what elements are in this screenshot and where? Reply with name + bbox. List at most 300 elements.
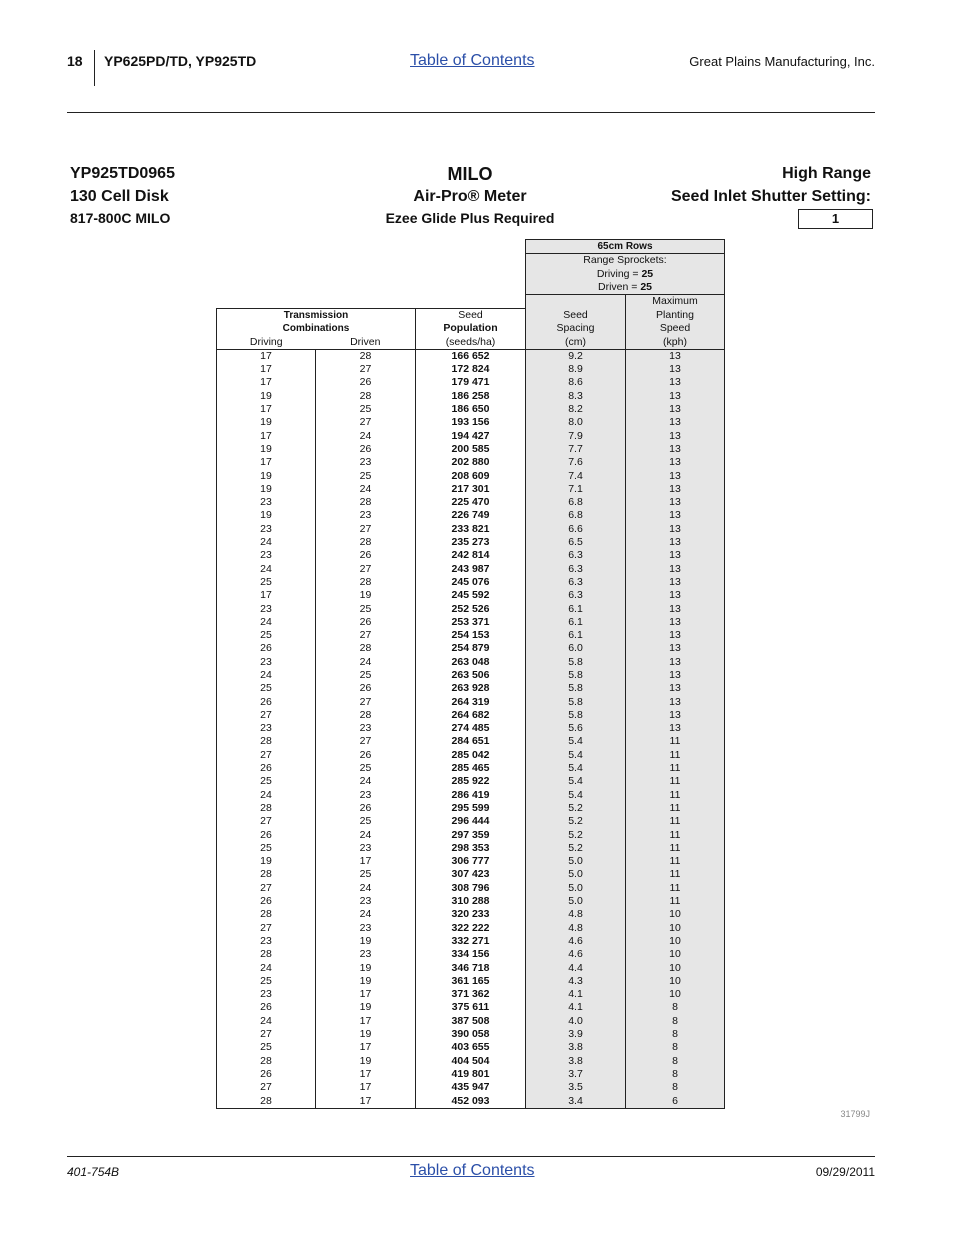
population-cell: 286 419 bbox=[416, 789, 526, 802]
driven-cell: 28 bbox=[316, 536, 416, 549]
population-cell: 375 611 bbox=[416, 1001, 526, 1014]
table-row bbox=[217, 735, 725, 748]
table-row bbox=[217, 682, 725, 695]
population-cell: 263 928 bbox=[416, 682, 526, 695]
range-sprockets bbox=[526, 254, 725, 268]
speed-cell: 11 bbox=[626, 855, 725, 868]
driven-cell: 28 bbox=[316, 576, 416, 589]
driven-cell: 23 bbox=[316, 948, 416, 961]
driving-cell: 17 bbox=[217, 430, 316, 443]
population-cell: 264 682 bbox=[416, 709, 526, 722]
population-cell: 307 423 bbox=[416, 868, 526, 881]
spacing-cell: 7.1 bbox=[526, 483, 626, 496]
driving-cell: 19 bbox=[217, 470, 316, 483]
driven-cell: 26 bbox=[316, 443, 416, 456]
table-row bbox=[217, 483, 725, 496]
speed-cell: 10 bbox=[626, 988, 725, 1001]
spacing-cell: 3.8 bbox=[526, 1055, 626, 1068]
population-cell: 285 465 bbox=[416, 762, 526, 775]
spacing-cell: 6.0 bbox=[526, 642, 626, 655]
population-cell: 295 599 bbox=[416, 802, 526, 815]
pop-unit-header: (seeds/ha) bbox=[416, 336, 526, 350]
driven-cell: 23 bbox=[316, 842, 416, 855]
driving-cell: 28 bbox=[217, 735, 316, 748]
population-cell: 403 655 bbox=[416, 1041, 526, 1054]
spacing-cell: 5.4 bbox=[526, 789, 626, 802]
driving-cell: 28 bbox=[217, 908, 316, 921]
driving-cell: 27 bbox=[217, 1028, 316, 1041]
driven-cell: 25 bbox=[316, 470, 416, 483]
population-cell: 166 652 bbox=[416, 349, 526, 363]
seeding-rate-table bbox=[216, 239, 725, 1109]
driven-cell: 25 bbox=[316, 815, 416, 828]
toc-link-header[interactable]: Table of Contents bbox=[410, 52, 535, 69]
driven-cell: 27 bbox=[316, 629, 416, 642]
table-row bbox=[217, 669, 725, 682]
driven-cell: 28 bbox=[316, 349, 416, 363]
range-sprockets-label: Range Sprockets: bbox=[583, 254, 667, 267]
table-row bbox=[217, 775, 725, 788]
table-row bbox=[217, 1041, 725, 1054]
population-cell: 334 156 bbox=[416, 948, 526, 961]
speed-cell: 8 bbox=[626, 1041, 725, 1054]
driving-cell: 27 bbox=[217, 922, 316, 935]
population-cell: 186 650 bbox=[416, 403, 526, 416]
driving-cell: 28 bbox=[217, 1055, 316, 1068]
driving-cell: 23 bbox=[217, 603, 316, 616]
population-cell: 252 526 bbox=[416, 603, 526, 616]
driven-cell: 17 bbox=[316, 1068, 416, 1081]
spacing-cell: 5.0 bbox=[526, 868, 626, 881]
driven-col-header: Driven bbox=[316, 336, 416, 350]
shutter-label: Seed Inlet Shutter Setting: bbox=[670, 188, 871, 205]
population-cell: 274 485 bbox=[416, 722, 526, 735]
table-row bbox=[217, 922, 725, 935]
population-cell: 193 156 bbox=[416, 416, 526, 429]
footer-rule bbox=[67, 1156, 875, 1157]
driven-cell: 23 bbox=[316, 789, 416, 802]
driving-cell: 19 bbox=[217, 855, 316, 868]
spacing-cell: 5.4 bbox=[526, 735, 626, 748]
spacing-cell: 5.6 bbox=[526, 722, 626, 735]
driven-cell: 26 bbox=[316, 549, 416, 562]
table-row bbox=[217, 829, 725, 842]
population-cell: 285 042 bbox=[416, 749, 526, 762]
spacing-cell: 6.3 bbox=[526, 576, 626, 589]
driving-cell: 25 bbox=[217, 629, 316, 642]
speed-cell: 13 bbox=[626, 483, 725, 496]
population-cell: 452 093 bbox=[416, 1095, 526, 1109]
driven-cell: 23 bbox=[316, 895, 416, 908]
speed-cell: 10 bbox=[626, 962, 725, 975]
driven-cell: 17 bbox=[316, 1015, 416, 1028]
speed-unit-header: (kph) bbox=[626, 336, 725, 350]
population-cell: 419 801 bbox=[416, 1068, 526, 1081]
driving-cell: 24 bbox=[217, 536, 316, 549]
speed-cell: 13 bbox=[626, 496, 725, 509]
spacing-cell: 4.8 bbox=[526, 922, 626, 935]
table-row bbox=[217, 376, 725, 389]
spacing-unit-header: (cm) bbox=[526, 336, 626, 350]
population-cell: 263 506 bbox=[416, 669, 526, 682]
spacing-cell: 8.2 bbox=[526, 403, 626, 416]
spacing-cell: 9.2 bbox=[526, 349, 626, 363]
spacing-cell: 5.2 bbox=[526, 815, 626, 828]
table-row bbox=[217, 349, 725, 363]
requirement-note: Ezee Glide Plus Required bbox=[385, 210, 555, 226]
population-cell: 245 076 bbox=[416, 576, 526, 589]
driven-cell: 24 bbox=[316, 775, 416, 788]
population-cell: 186 258 bbox=[416, 390, 526, 403]
spacing-cell: 6.5 bbox=[526, 536, 626, 549]
driven-cell: 19 bbox=[316, 1028, 416, 1041]
population-cell: 332 271 bbox=[416, 935, 526, 948]
driven-cell: 19 bbox=[316, 935, 416, 948]
population-cell: 404 504 bbox=[416, 1055, 526, 1068]
spacing-cell: 5.2 bbox=[526, 802, 626, 815]
driven-cell: 24 bbox=[316, 430, 416, 443]
speed-cell: 11 bbox=[626, 842, 725, 855]
driven-cell: 24 bbox=[316, 656, 416, 669]
driving-cell: 19 bbox=[217, 509, 316, 522]
population-cell: 320 233 bbox=[416, 908, 526, 921]
population-cell: 235 273 bbox=[416, 536, 526, 549]
driven-cell: 27 bbox=[316, 735, 416, 748]
rows-header: 65cm Rows bbox=[526, 240, 725, 254]
driven-cell: 25 bbox=[316, 868, 416, 881]
driving-sprocket bbox=[526, 268, 725, 281]
population-cell: 242 814 bbox=[416, 549, 526, 562]
driven-cell: 17 bbox=[316, 1095, 416, 1109]
driven-cell: 25 bbox=[316, 403, 416, 416]
table-row bbox=[217, 855, 725, 868]
driving-cell: 27 bbox=[217, 709, 316, 722]
driven-cell: 26 bbox=[316, 749, 416, 762]
table-row bbox=[217, 456, 725, 469]
shutter-value-box: 1 bbox=[798, 209, 873, 229]
population-cell: 285 922 bbox=[416, 775, 526, 788]
table-row bbox=[217, 988, 725, 1001]
table-row bbox=[217, 523, 725, 536]
driving-cell: 28 bbox=[217, 868, 316, 881]
driven-cell: 24 bbox=[316, 483, 416, 496]
population-cell: 172 824 bbox=[416, 363, 526, 376]
driving-cell: 26 bbox=[217, 762, 316, 775]
table-row bbox=[217, 908, 725, 921]
table-row bbox=[217, 363, 725, 376]
speed-cell: 11 bbox=[626, 789, 725, 802]
doc-number: 401-754B bbox=[67, 1165, 120, 1179]
speed-cell: 13 bbox=[626, 363, 725, 376]
speed-cell: 13 bbox=[626, 616, 725, 629]
table-row bbox=[217, 509, 725, 522]
table-row bbox=[217, 470, 725, 483]
speed-cell: 13 bbox=[626, 376, 725, 389]
driving-cell: 24 bbox=[217, 669, 316, 682]
table-row bbox=[217, 1081, 725, 1094]
spacing-cell: 8.6 bbox=[526, 376, 626, 389]
speed-cell: 13 bbox=[626, 696, 725, 709]
speed-cell: 13 bbox=[626, 430, 725, 443]
driven-cell: 26 bbox=[316, 682, 416, 695]
table-row bbox=[217, 1095, 725, 1109]
table-row bbox=[217, 416, 725, 429]
driven-cell: 17 bbox=[316, 1081, 416, 1094]
speed-cell: 13 bbox=[626, 523, 725, 536]
driven-cell: 27 bbox=[316, 563, 416, 576]
population-cell: 254 879 bbox=[416, 642, 526, 655]
speed-cell: 13 bbox=[626, 722, 725, 735]
speed-cell: 8 bbox=[626, 1015, 725, 1028]
speed-cell: 13 bbox=[626, 642, 725, 655]
driven-cell: 23 bbox=[316, 456, 416, 469]
toc-link-footer[interactable]: Table of Contents bbox=[410, 1162, 535, 1179]
population-cell: 194 427 bbox=[416, 430, 526, 443]
driving-cell: 26 bbox=[217, 642, 316, 655]
header-model: YP625PD/TD, YP925TD bbox=[104, 53, 257, 69]
driven-cell: 28 bbox=[316, 390, 416, 403]
population-cell: 387 508 bbox=[416, 1015, 526, 1028]
speed-cell: 10 bbox=[626, 935, 725, 948]
population-header: Population bbox=[416, 322, 526, 335]
population-cell: 233 821 bbox=[416, 523, 526, 536]
population-cell: 264 319 bbox=[416, 696, 526, 709]
driving-cell: 24 bbox=[217, 1015, 316, 1028]
table-row bbox=[217, 762, 725, 775]
spacing-cell: 4.6 bbox=[526, 935, 626, 948]
spacing-cell: 3.7 bbox=[526, 1068, 626, 1081]
speed-cell: 13 bbox=[626, 443, 725, 456]
driving-cell: 24 bbox=[217, 789, 316, 802]
driven-sprocket-value: 25 bbox=[640, 280, 652, 293]
spacing-cell: 6.3 bbox=[526, 589, 626, 602]
spacing-cell: 5.4 bbox=[526, 762, 626, 775]
disk-part: 817-800C MILO bbox=[70, 210, 171, 226]
table-row bbox=[217, 616, 725, 629]
crop-title: MILO bbox=[447, 164, 493, 184]
speed-header: Speed bbox=[626, 322, 725, 335]
speed-cell: 13 bbox=[626, 349, 725, 363]
table-row bbox=[217, 536, 725, 549]
population-cell: 225 470 bbox=[416, 496, 526, 509]
driven-cell: 27 bbox=[316, 696, 416, 709]
population-cell: 308 796 bbox=[416, 882, 526, 895]
speed-cell: 13 bbox=[626, 536, 725, 549]
header-rule bbox=[67, 112, 875, 113]
spacing-cell: 5.4 bbox=[526, 775, 626, 788]
speed-cell: 11 bbox=[626, 868, 725, 881]
driving-cell: 24 bbox=[217, 563, 316, 576]
range-title: High Range bbox=[782, 165, 871, 182]
speed-cell: 11 bbox=[626, 735, 725, 748]
driven-cell: 23 bbox=[316, 722, 416, 735]
planting-header: Planting bbox=[626, 308, 725, 322]
driven-cell: 26 bbox=[316, 376, 416, 389]
table-row bbox=[217, 1068, 725, 1081]
driving-sprocket-value: 25 bbox=[641, 267, 654, 280]
driven-cell: 19 bbox=[316, 975, 416, 988]
table-row bbox=[217, 403, 725, 416]
table-row bbox=[217, 935, 725, 948]
spacing-cell: 7.6 bbox=[526, 456, 626, 469]
driving-cell: 23 bbox=[217, 988, 316, 1001]
population-cell: 245 592 bbox=[416, 589, 526, 602]
driven-cell: 19 bbox=[316, 962, 416, 975]
population-cell: 217 301 bbox=[416, 483, 526, 496]
driving-cell: 26 bbox=[217, 829, 316, 842]
driving-cell: 25 bbox=[217, 775, 316, 788]
spacing-cell: 5.8 bbox=[526, 696, 626, 709]
spacing-cell: 5.8 bbox=[526, 709, 626, 722]
speed-cell: 8 bbox=[626, 1028, 725, 1041]
population-cell: 243 987 bbox=[416, 563, 526, 576]
spacing-cell: 8.3 bbox=[526, 390, 626, 403]
speed-cell: 13 bbox=[626, 390, 725, 403]
driven-cell: 19 bbox=[316, 1001, 416, 1014]
driven-cell: 28 bbox=[316, 496, 416, 509]
population-cell: 296 444 bbox=[416, 815, 526, 828]
driving-cell: 25 bbox=[217, 576, 316, 589]
driving-cell: 28 bbox=[217, 802, 316, 815]
speed-cell: 10 bbox=[626, 975, 725, 988]
spacing-cell: 6.6 bbox=[526, 523, 626, 536]
driving-cell: 19 bbox=[217, 443, 316, 456]
spacing-cell: 5.2 bbox=[526, 829, 626, 842]
population-cell: 179 471 bbox=[416, 376, 526, 389]
table-row bbox=[217, 1028, 725, 1041]
driving-cell: 17 bbox=[217, 363, 316, 376]
speed-cell: 8 bbox=[626, 1055, 725, 1068]
driven-cell: 26 bbox=[316, 802, 416, 815]
driving-cell: 26 bbox=[217, 696, 316, 709]
driven-cell: 17 bbox=[316, 855, 416, 868]
spacing-cell: 6.1 bbox=[526, 616, 626, 629]
spacing-cell: 8.0 bbox=[526, 416, 626, 429]
driving-cell: 25 bbox=[217, 682, 316, 695]
table-row bbox=[217, 882, 725, 895]
population-cell: 284 651 bbox=[416, 735, 526, 748]
driven-cell: 23 bbox=[316, 509, 416, 522]
population-cell: 361 165 bbox=[416, 975, 526, 988]
population-cell: 208 609 bbox=[416, 470, 526, 483]
driven-cell: 17 bbox=[316, 1041, 416, 1054]
driving-cell: 23 bbox=[217, 496, 316, 509]
driving-cell: 25 bbox=[217, 842, 316, 855]
speed-cell: 13 bbox=[626, 629, 725, 642]
driven-cell: 25 bbox=[316, 603, 416, 616]
population-cell: 371 362 bbox=[416, 988, 526, 1001]
table-row bbox=[217, 722, 725, 735]
table-row bbox=[217, 656, 725, 669]
spacing-cell: 5.8 bbox=[526, 669, 626, 682]
table-row bbox=[217, 496, 725, 509]
driven-cell: 26 bbox=[316, 616, 416, 629]
speed-cell: 13 bbox=[626, 603, 725, 616]
spacing-cell: 5.2 bbox=[526, 842, 626, 855]
table-row bbox=[217, 430, 725, 443]
speed-cell: 13 bbox=[626, 576, 725, 589]
figure-id: 31799J bbox=[840, 1109, 870, 1119]
spacing-cell: 5.0 bbox=[526, 855, 626, 868]
spacing-cell: 6.8 bbox=[526, 509, 626, 522]
speed-cell: 11 bbox=[626, 802, 725, 815]
driven-cell: 17 bbox=[316, 988, 416, 1001]
table-row bbox=[217, 1001, 725, 1014]
speed-cell: 8 bbox=[626, 1081, 725, 1094]
driven-cell: 19 bbox=[316, 1055, 416, 1068]
page-number: 18 bbox=[67, 53, 83, 69]
driving-cell: 28 bbox=[217, 948, 316, 961]
spacing-cell: 5.4 bbox=[526, 749, 626, 762]
driven-cell: 25 bbox=[316, 669, 416, 682]
population-cell: 322 222 bbox=[416, 922, 526, 935]
driving-sprocket-label: Driving = bbox=[596, 267, 642, 280]
spacing-cell: 7.7 bbox=[526, 443, 626, 456]
speed-cell: 10 bbox=[626, 908, 725, 921]
spacing-cell: 7.9 bbox=[526, 430, 626, 443]
speed-cell: 11 bbox=[626, 762, 725, 775]
driving-cell: 28 bbox=[217, 1095, 316, 1109]
population-cell: 390 058 bbox=[416, 1028, 526, 1041]
spacing-cell: 8.9 bbox=[526, 363, 626, 376]
driving-col-header: Driving bbox=[217, 336, 316, 350]
driving-cell: 17 bbox=[217, 376, 316, 389]
table-row bbox=[217, 842, 725, 855]
table-row bbox=[217, 576, 725, 589]
population-cell: 306 777 bbox=[416, 855, 526, 868]
driven-cell: 28 bbox=[316, 642, 416, 655]
spacing-cell: 6.1 bbox=[526, 603, 626, 616]
table-row bbox=[217, 603, 725, 616]
driving-cell: 17 bbox=[217, 589, 316, 602]
spacing-cell: 4.4 bbox=[526, 962, 626, 975]
driving-cell: 19 bbox=[217, 416, 316, 429]
spacing-cell: 5.8 bbox=[526, 682, 626, 695]
population-cell: 226 749 bbox=[416, 509, 526, 522]
speed-cell: 11 bbox=[626, 775, 725, 788]
driven-cell: 24 bbox=[316, 908, 416, 921]
driven-cell: 24 bbox=[316, 829, 416, 842]
driving-cell: 26 bbox=[217, 1068, 316, 1081]
spacing-cell: 5.0 bbox=[526, 895, 626, 908]
speed-cell: 13 bbox=[626, 563, 725, 576]
speed-cell: 8 bbox=[626, 1068, 725, 1081]
driven-cell: 27 bbox=[316, 363, 416, 376]
spacing-cell: 4.6 bbox=[526, 948, 626, 961]
table-row bbox=[217, 948, 725, 961]
driving-cell: 26 bbox=[217, 895, 316, 908]
speed-cell: 13 bbox=[626, 509, 725, 522]
spacing-cell: 4.8 bbox=[526, 908, 626, 921]
population-cell: 298 353 bbox=[416, 842, 526, 855]
driving-cell: 27 bbox=[217, 882, 316, 895]
spacing-cell: 3.8 bbox=[526, 1041, 626, 1054]
spacing-cell: 6.1 bbox=[526, 629, 626, 642]
table-row bbox=[217, 1055, 725, 1068]
header-divider bbox=[94, 50, 95, 86]
speed-cell: 11 bbox=[626, 882, 725, 895]
spacing-cell: 6.3 bbox=[526, 549, 626, 562]
max-header: Maximum bbox=[626, 295, 725, 309]
driving-cell: 23 bbox=[217, 523, 316, 536]
spacing-cell: 3.4 bbox=[526, 1095, 626, 1109]
table-row bbox=[217, 629, 725, 642]
table-row bbox=[217, 868, 725, 881]
spacing-cell: 3.9 bbox=[526, 1028, 626, 1041]
driven-cell: 25 bbox=[316, 762, 416, 775]
table-row bbox=[217, 709, 725, 722]
population-cell: 200 585 bbox=[416, 443, 526, 456]
